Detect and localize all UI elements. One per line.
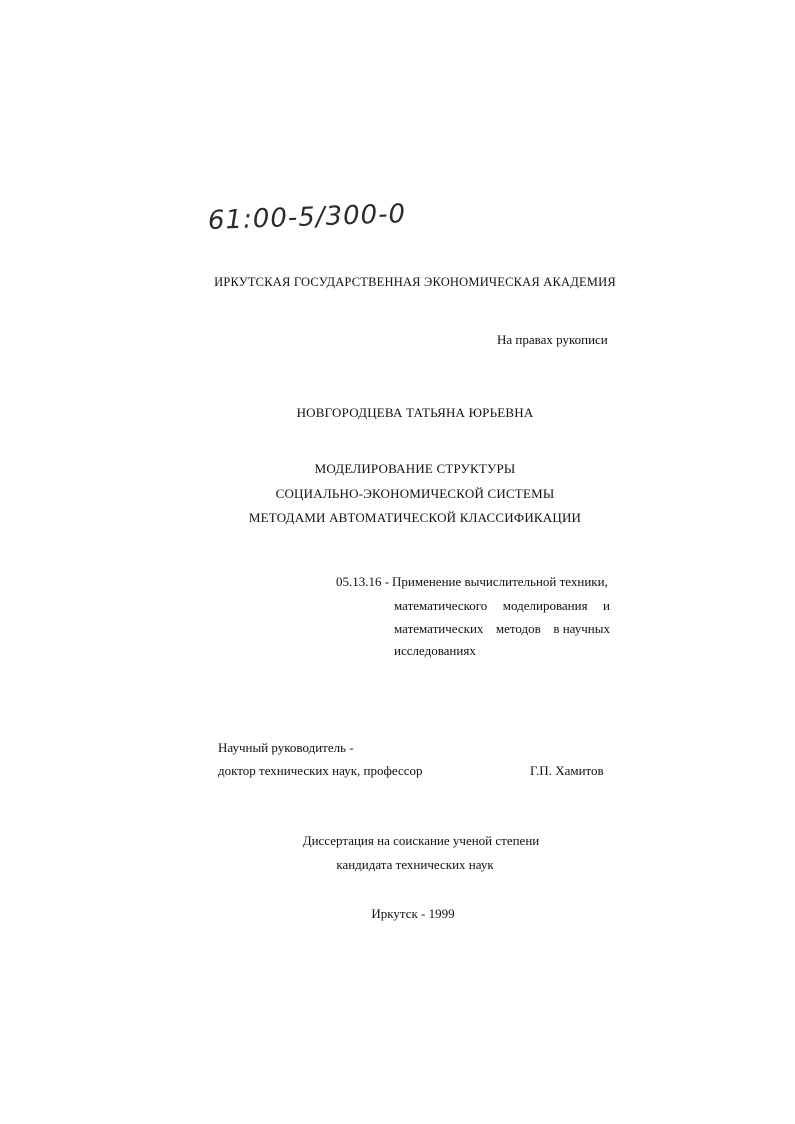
specialty-line-4: исследованиях	[394, 643, 476, 658]
specialty-word: и	[603, 598, 610, 613]
thesis-title-line-2: СОЦИАЛЬНО-ЭКОНОМИЧЕСКОЙ СИСТЕМЫ	[275, 486, 555, 501]
thesis-title-line-1: МОДЕЛИРОВАНИЕ СТРУКТУРЫ	[314, 461, 516, 476]
dissertation-line-1: Диссертация на соискание ученой степени	[302, 833, 540, 848]
author-name: НОВГОРОДЦЕВА ТАТЬЯНА ЮРЬЕВНА	[296, 405, 534, 420]
supervisor-label: Научный руководитель -	[218, 740, 354, 755]
specialty-word: моделирования	[502, 598, 588, 613]
city-year: Иркутск - 1999	[371, 906, 455, 921]
handwritten-catalog-note: 61:00-5/300-0	[207, 199, 407, 236]
specialty-word: методов	[495, 621, 541, 636]
specialty-word: в научных	[553, 621, 610, 636]
thesis-title-line-3: МЕТОДАМИ АВТОМАТИЧЕСКОЙ КЛАССИФИКАЦИИ	[248, 510, 582, 525]
specialty-line-2	[394, 598, 610, 614]
specialty-word: математических	[394, 621, 484, 636]
specialty-line-3	[394, 621, 610, 637]
specialty-code: 05.13.16 -	[336, 574, 390, 589]
specialty-line-1: Применение вычислительной техники,	[392, 574, 608, 589]
supervisor-name: Г.П. Хамитов	[530, 763, 604, 778]
supervisor-degree: доктор технических наук, профессор	[218, 763, 423, 778]
rights-note: На правах рукописи	[497, 332, 608, 347]
specialty-word: математического	[394, 598, 488, 613]
institution-name: ИРКУТСКАЯ ГОСУДАРСТВЕННАЯ ЭКОНОМИЧЕСКАЯ АКАДЕМИЯ	[214, 275, 616, 289]
dissertation-line-2: кандидата технических наук	[336, 857, 494, 872]
